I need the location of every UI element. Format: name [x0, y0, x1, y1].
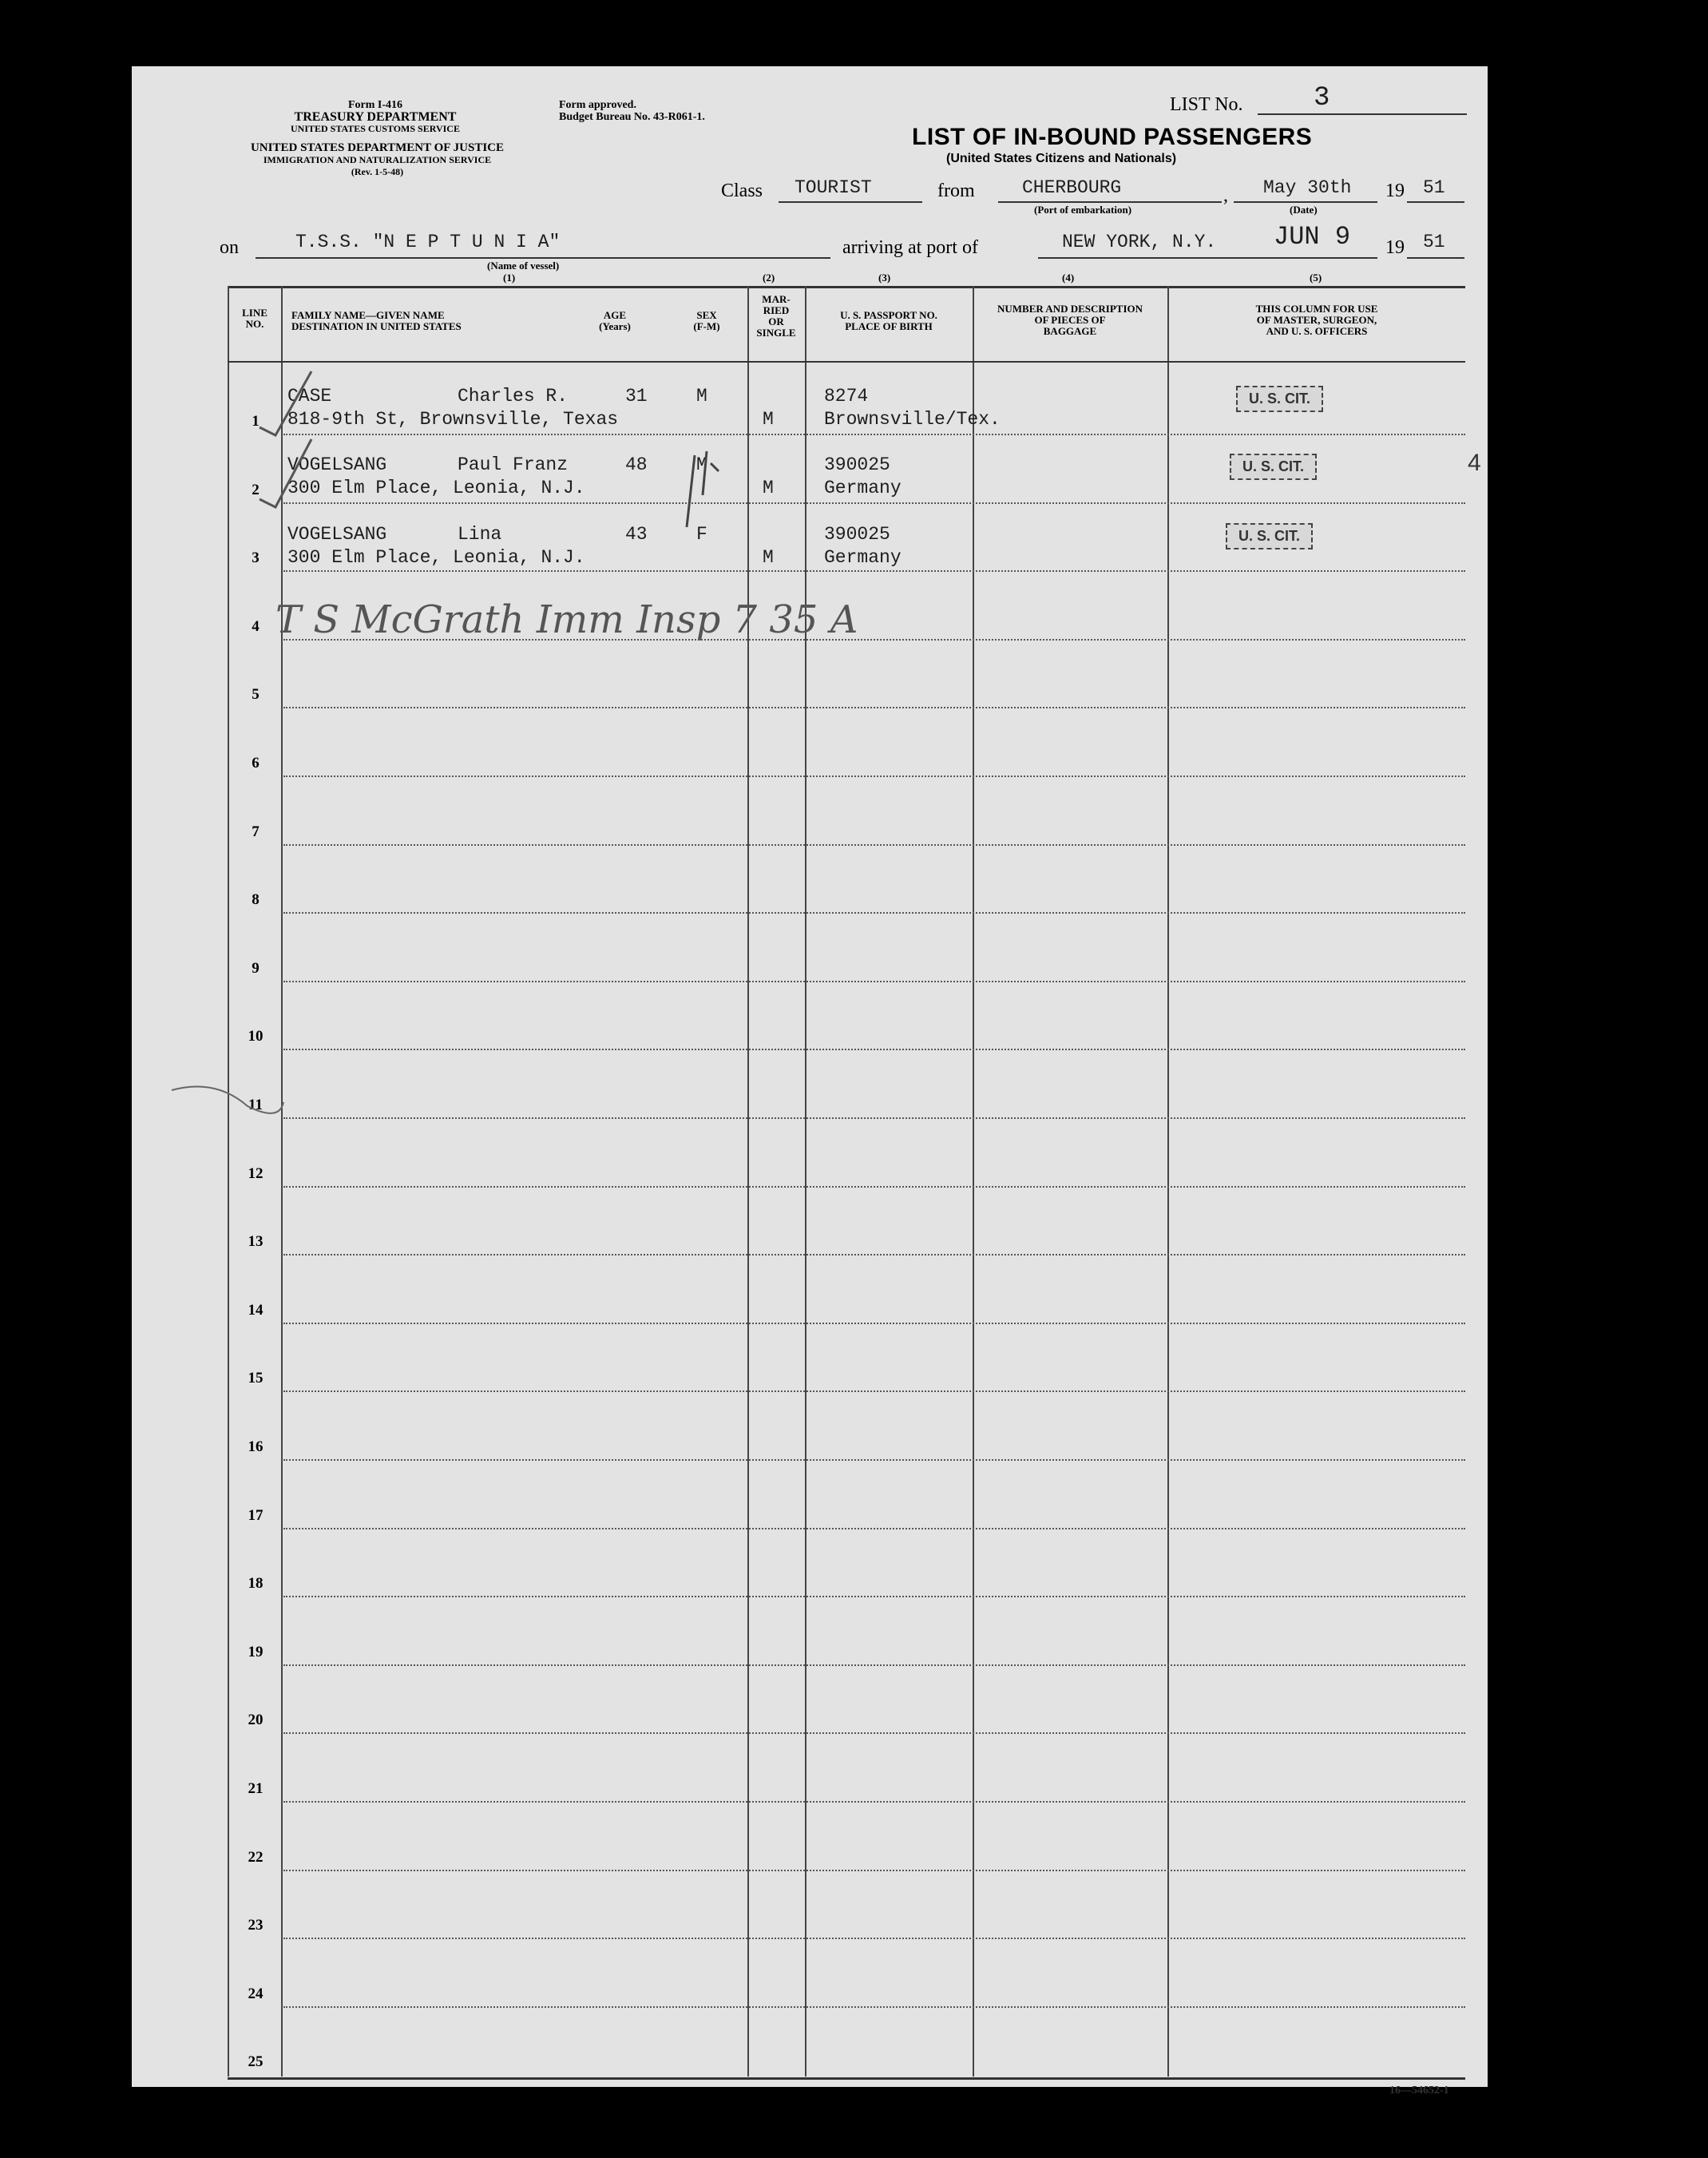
line-number: 19	[248, 1644, 264, 1660]
col-divider	[805, 286, 806, 2077]
date-field	[1234, 177, 1377, 203]
header-baggage: NUMBER AND DESCRIPTION OF PIECES OF BAGGAGE	[997, 303, 1143, 337]
passenger-passport: 390025	[824, 524, 890, 545]
page-title: LIST OF IN-BOUND PASSENGERS	[912, 124, 1313, 150]
passenger-address: 300 Elm Place, Leonia, N.J.	[287, 478, 585, 498]
col-divider	[747, 286, 749, 2077]
treasury-dept: TREASURY DEPARTMENT	[294, 110, 457, 124]
col-number-4: (4)	[1062, 272, 1075, 284]
header-line-no: LINE NO.	[242, 307, 267, 330]
line-number: 2	[252, 482, 260, 498]
row-separator	[283, 502, 1465, 506]
row-separator	[283, 707, 1465, 710]
vessel-name: T.S.S. "N E P T U N I A"	[295, 232, 561, 252]
port-caption: (Port of embarkation)	[1034, 204, 1132, 216]
row-separator	[283, 1870, 1465, 1873]
check-mark-icon	[256, 367, 319, 439]
col-number-2: (2)	[763, 272, 775, 284]
footer-code: 16—54652-1	[1389, 2085, 1449, 2097]
passenger-address: 818-9th St, Brownsville, Texas	[287, 409, 619, 430]
passenger-given-name: Charles R.	[458, 386, 569, 407]
year-value: 51	[1423, 177, 1445, 198]
col-divider	[973, 286, 974, 2077]
row-separator	[283, 1732, 1465, 1736]
handwritten-inspector-note: T S McGrath Imm Insp 7 35 A	[275, 597, 858, 642]
row-separator	[283, 1459, 1465, 1462]
arrival-date-stamp: JUN 9	[1274, 222, 1351, 252]
line-number: 7	[252, 823, 260, 840]
us-cit-stamp: U. S. CIT.	[1236, 386, 1323, 412]
row-separator	[283, 1117, 1465, 1121]
row-separator	[283, 1596, 1465, 1599]
line-number: 11	[248, 1097, 263, 1113]
check-mark-icon	[256, 435, 319, 515]
margin-number: 4	[1468, 450, 1481, 476]
passenger-passport: 390025	[824, 454, 890, 475]
line-number: 21	[248, 1780, 264, 1797]
passenger-married: M	[763, 478, 774, 498]
from-label: from	[937, 180, 975, 201]
arrival-year-prefix: 19	[1385, 237, 1405, 258]
passenger-family-name: VOGELSANG	[287, 524, 387, 545]
header-name: FAMILY NAME—GIVEN NAME DESTINATION IN UNITED STATES	[291, 309, 462, 332]
row-separator	[283, 2006, 1465, 2009]
revision: (Rev. 1-5-48)	[351, 166, 404, 177]
header-officers: THIS COLUMN FOR USE OF MASTER, SURGEON, AND U. S. OFFICERS	[1255, 303, 1378, 337]
passenger-sex: F	[696, 524, 707, 545]
passenger-given-name: Paul Franz	[458, 454, 569, 475]
passenger-birthplace: Germany	[824, 547, 902, 568]
year-field	[1407, 177, 1464, 203]
line-number: 6	[252, 755, 260, 772]
col-number-5: (5)	[1310, 272, 1322, 284]
col-number-3: (3)	[878, 272, 891, 284]
line-number: 3	[252, 549, 260, 566]
row-separator	[283, 844, 1465, 847]
line-number: 16	[248, 1438, 264, 1455]
year-prefix: 19	[1385, 180, 1405, 201]
line-number: 8	[252, 891, 260, 908]
passenger-address: 300 Elm Place, Leonia, N.J.	[287, 547, 585, 568]
vessel-field	[256, 232, 830, 259]
vessel-caption: (Name of vessel)	[487, 260, 560, 272]
header-married: MAR- RIED OR SINGLE	[756, 293, 796, 339]
passenger-married: M	[763, 409, 774, 430]
row-separator	[283, 1254, 1465, 1257]
line-number: 9	[252, 960, 260, 977]
arrival-year-field	[1407, 232, 1464, 259]
passenger-given-name: Lina	[458, 524, 502, 545]
col-number-1: (1)	[503, 272, 516, 284]
arrival-field	[1038, 222, 1377, 259]
form-approved	[559, 99, 705, 123]
from-field	[998, 177, 1222, 203]
passenger-passport: 8274	[824, 386, 869, 407]
passenger-family-name: CASE	[287, 386, 332, 407]
line-number: 13	[248, 1233, 264, 1250]
class-field	[779, 177, 922, 203]
pencil-mark-icon	[671, 447, 727, 535]
us-cit-stamp: U. S. CIT.	[1226, 523, 1313, 549]
row-separator	[283, 912, 1465, 915]
header-age: AGE (Years)	[599, 309, 631, 332]
row-separator	[283, 1664, 1465, 1668]
arrival-year: 51	[1423, 232, 1445, 252]
header-divider	[228, 361, 1465, 363]
circle-mark-icon	[168, 1074, 287, 1122]
row-separator	[283, 1186, 1465, 1189]
row-separator	[283, 1049, 1465, 1052]
line-number: 4	[252, 618, 260, 635]
passenger-sex: M	[696, 386, 707, 407]
arrival-port: NEW YORK, N.Y.	[1062, 232, 1217, 252]
passenger-age: 43	[625, 524, 648, 545]
ins-service: IMMIGRATION AND NATURALIZATION SERVICE	[263, 154, 492, 165]
passenger-family-name: VOGELSANG	[287, 454, 387, 475]
row-separator	[283, 434, 1465, 437]
row-separator	[283, 570, 1465, 573]
comma: ,	[1223, 185, 1228, 206]
list-no-field	[1258, 85, 1467, 115]
row-separator	[283, 776, 1465, 779]
us-cit-stamp: U. S. CIT.	[1230, 454, 1317, 480]
row-separator	[283, 981, 1465, 984]
row-separator	[283, 1390, 1465, 1394]
approved-line: Form approved.	[559, 99, 636, 111]
customs-service: UNITED STATES CUSTOMS SERVICE	[291, 123, 460, 134]
col-divider	[1167, 286, 1169, 2077]
header-passport: U. S. PASSPORT NO. PLACE OF BIRTH	[840, 309, 937, 332]
line-number: 18	[248, 1575, 264, 1592]
row-separator	[283, 1801, 1465, 1804]
class-value: TOURIST	[795, 177, 872, 198]
arriving-label: arriving at port of	[842, 237, 978, 258]
passenger-married: M	[763, 547, 774, 568]
row-separator	[283, 1528, 1465, 1531]
passenger-birthplace: Germany	[824, 478, 902, 498]
line-number: 1	[252, 413, 260, 430]
from-value: CHERBOURG	[1022, 177, 1122, 198]
row-separator	[283, 1323, 1465, 1326]
line-number: 5	[252, 686, 260, 703]
passenger-age: 48	[625, 454, 648, 475]
justice-dept: UNITED STATES DEPARTMENT OF JUSTICE	[250, 141, 505, 154]
header-sex: SEX (F-M)	[693, 309, 720, 332]
form-number: Form I-416	[347, 99, 403, 111]
form-header-left	[271, 99, 479, 135]
class-label: Class	[721, 180, 763, 201]
line-number: 14	[248, 1302, 264, 1319]
line-number: 10	[248, 1028, 264, 1045]
list-no-value: 3	[1314, 83, 1330, 113]
line-number: 25	[248, 2053, 264, 2070]
page-subtitle: (United States Citizens and Nationals)	[946, 152, 1177, 165]
line-number: 24	[248, 1985, 264, 2002]
table-border-left	[228, 286, 229, 2077]
passenger-birthplace: Brownsville/Tex.	[824, 409, 1001, 430]
line-number: 22	[248, 1849, 264, 1866]
line-number: 12	[248, 1165, 264, 1182]
line-number: 20	[248, 1712, 264, 1728]
justice-header	[220, 142, 535, 178]
on-label: on	[220, 237, 239, 258]
line-number: 17	[248, 1507, 264, 1524]
line-number: 23	[248, 1917, 264, 1934]
budget-line: Budget Bureau No. 43-R061-1.	[559, 111, 705, 123]
date-value: May 30th	[1263, 177, 1352, 198]
passenger-sex: M	[696, 454, 707, 475]
col-divider	[281, 286, 283, 2077]
row-separator	[283, 1938, 1465, 1941]
passenger-age: 31	[625, 386, 648, 407]
date-caption: (Date)	[1290, 204, 1318, 216]
list-no-label: LIST No.	[1170, 94, 1243, 115]
line-number: 15	[248, 1370, 264, 1386]
